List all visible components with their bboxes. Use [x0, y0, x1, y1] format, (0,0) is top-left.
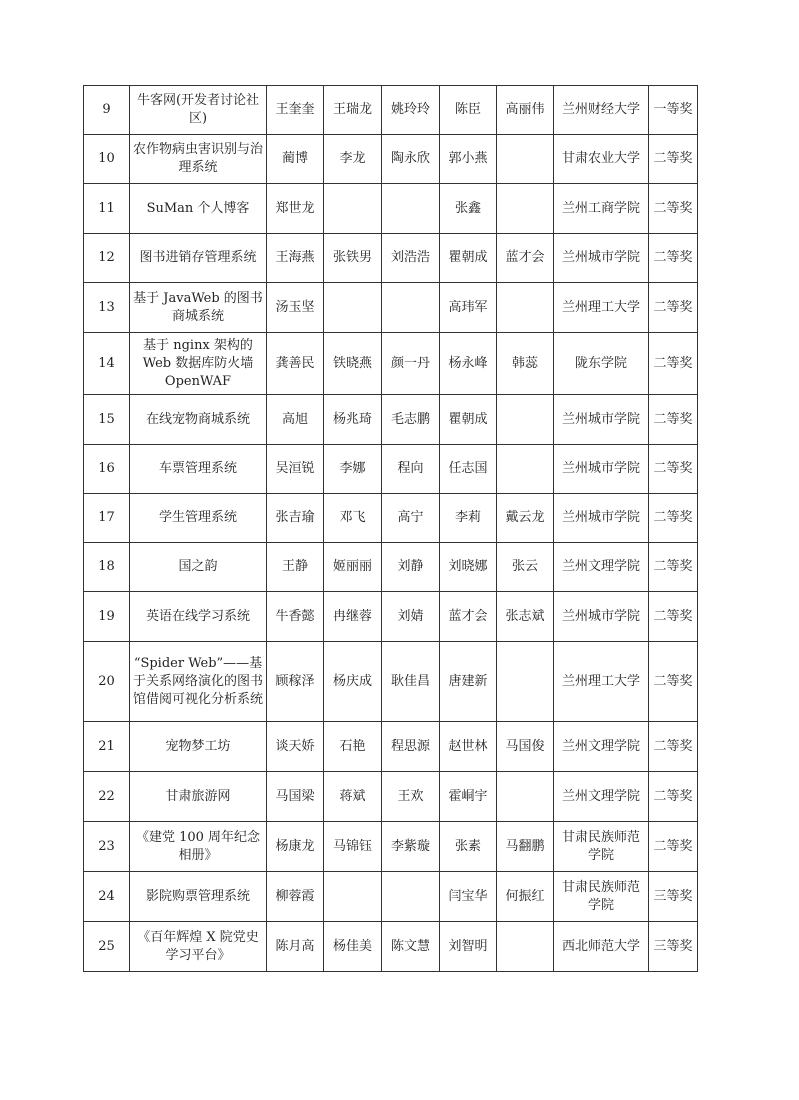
member-3: 耿佳昌: [382, 642, 440, 722]
member-1: 张吉瑜: [267, 494, 324, 543]
row-number: 14: [84, 333, 130, 395]
project-title: 学生管理系统: [130, 494, 267, 543]
school-name: 兰州城市学院: [554, 445, 649, 494]
member-1: 谈天娇: [267, 722, 324, 772]
school-name: 甘肃民族师范学院: [554, 872, 649, 922]
awards-table-body: [84, 86, 698, 972]
teacher-2: 韩蕊: [497, 333, 554, 395]
member-2: 蒋斌: [324, 772, 382, 822]
award-level: 二等奖: [649, 283, 698, 333]
member-1: 马国梁: [267, 772, 324, 822]
table-row: [84, 872, 698, 922]
school-name: 西北师范大学: [554, 922, 649, 972]
member-1: 杨康龙: [267, 822, 324, 872]
member-2: [324, 283, 382, 333]
teacher-2: 戴云龙: [497, 494, 554, 543]
awards-table: [83, 85, 698, 972]
member-1: 汤玉坚: [267, 283, 324, 333]
award-level: 三等奖: [649, 922, 698, 972]
table-row: [84, 135, 698, 184]
teacher-2: 张云: [497, 543, 554, 592]
award-level: 二等奖: [649, 642, 698, 722]
teacher-2: [497, 184, 554, 234]
award-level: 二等奖: [649, 184, 698, 234]
member-2: 杨佳美: [324, 922, 382, 972]
project-title: 国之韵: [130, 543, 267, 592]
table-row: [84, 543, 698, 592]
award-level: 二等奖: [649, 822, 698, 872]
member-1: 王静: [267, 543, 324, 592]
project-title: 图书进销存管理系统: [130, 234, 267, 283]
school-name: 兰州财经大学: [554, 86, 649, 135]
school-name: 兰州工商学院: [554, 184, 649, 234]
table-row: [84, 772, 698, 822]
school-name: 兰州理工大学: [554, 283, 649, 333]
teacher-1: 瞿朝成: [440, 234, 497, 283]
teacher-2: [497, 283, 554, 333]
table-row: [84, 395, 698, 445]
project-title: 基于 nginx 架构的 Web 数据库防火墙 OpenWAF: [130, 333, 267, 395]
project-title: 《建党 100 周年纪念相册》: [130, 822, 267, 872]
member-2: 邓飞: [324, 494, 382, 543]
member-1: 龚善民: [267, 333, 324, 395]
table-row: [84, 494, 698, 543]
award-level: 一等奖: [649, 86, 698, 135]
school-name: 兰州城市学院: [554, 494, 649, 543]
member-2: 姬丽丽: [324, 543, 382, 592]
member-3: 毛志鹏: [382, 395, 440, 445]
member-1: 陈月高: [267, 922, 324, 972]
award-level: 二等奖: [649, 445, 698, 494]
member-3: [382, 283, 440, 333]
school-name: 陇东学院: [554, 333, 649, 395]
teacher-1: 唐建新: [440, 642, 497, 722]
teacher-2: [497, 445, 554, 494]
school-name: 兰州城市学院: [554, 395, 649, 445]
project-title: 甘肃旅游网: [130, 772, 267, 822]
member-2: 张铁男: [324, 234, 382, 283]
member-3: [382, 872, 440, 922]
school-name: 兰州理工大学: [554, 642, 649, 722]
teacher-1: 张鑫: [440, 184, 497, 234]
table-row: [84, 822, 698, 872]
row-number: 11: [84, 184, 130, 234]
project-title: “Spider Web”——基于关系网络演化的图书馆借阅可视化分析系统: [130, 642, 267, 722]
teacher-2: [497, 642, 554, 722]
teacher-1: 赵世林: [440, 722, 497, 772]
member-3: 李紫璇: [382, 822, 440, 872]
teacher-1: 张素: [440, 822, 497, 872]
teacher-1: 蓝才会: [440, 592, 497, 642]
teacher-1: 瞿朝成: [440, 395, 497, 445]
member-1: 柳蓉霞: [267, 872, 324, 922]
member-1: 王海燕: [267, 234, 324, 283]
row-number: 25: [84, 922, 130, 972]
member-3: 刘浩浩: [382, 234, 440, 283]
member-2: 杨庆成: [324, 642, 382, 722]
award-level: 二等奖: [649, 395, 698, 445]
member-3: 程思源: [382, 722, 440, 772]
award-level: 三等奖: [649, 872, 698, 922]
school-name: 甘肃农业大学: [554, 135, 649, 184]
member-3: 陈文慧: [382, 922, 440, 972]
teacher-1: 陈臣: [440, 86, 497, 135]
award-level: 二等奖: [649, 135, 698, 184]
project-title: 牛客网(开发者讨论社区): [130, 86, 267, 135]
teacher-2: [497, 772, 554, 822]
member-2: [324, 872, 382, 922]
member-2: 王瑞龙: [324, 86, 382, 135]
row-number: 17: [84, 494, 130, 543]
teacher-2: [497, 395, 554, 445]
table-row: [84, 445, 698, 494]
teacher-2: 马国俊: [497, 722, 554, 772]
member-1: 王奎奎: [267, 86, 324, 135]
member-3: 王欢: [382, 772, 440, 822]
award-level: 二等奖: [649, 592, 698, 642]
teacher-2: [497, 135, 554, 184]
teacher-1: 刘智明: [440, 922, 497, 972]
table-row: [84, 86, 698, 135]
member-2: 杨兆琦: [324, 395, 382, 445]
table-row: [84, 592, 698, 642]
member-2: 铁晓燕: [324, 333, 382, 395]
project-title: 《百年辉煌 X 院党史学习平台》: [130, 922, 267, 972]
row-number: 21: [84, 722, 130, 772]
teacher-2: [497, 922, 554, 972]
member-2: 马锦钰: [324, 822, 382, 872]
row-number: 10: [84, 135, 130, 184]
row-number: 20: [84, 642, 130, 722]
member-2: 石艳: [324, 722, 382, 772]
member-1: 郑世龙: [267, 184, 324, 234]
project-title: 农作物病虫害识别与治理系统: [130, 135, 267, 184]
member-2: [324, 184, 382, 234]
teacher-2: 张志斌: [497, 592, 554, 642]
row-number: 18: [84, 543, 130, 592]
member-3: 姚玲玲: [382, 86, 440, 135]
row-number: 9: [84, 86, 130, 135]
award-level: 二等奖: [649, 722, 698, 772]
teacher-1: 杨永峰: [440, 333, 497, 395]
row-number: 15: [84, 395, 130, 445]
teacher-2: 高丽伟: [497, 86, 554, 135]
teacher-1: 刘晓娜: [440, 543, 497, 592]
member-1: 顾稼泽: [267, 642, 324, 722]
award-level: 二等奖: [649, 333, 698, 395]
member-1: 高旭: [267, 395, 324, 445]
project-title: 影院购票管理系统: [130, 872, 267, 922]
table-row: [84, 184, 698, 234]
member-3: 颜一丹: [382, 333, 440, 395]
member-3: [382, 184, 440, 234]
member-3: 刘婧: [382, 592, 440, 642]
project-title: 宠物梦工坊: [130, 722, 267, 772]
school-name: 兰州城市学院: [554, 592, 649, 642]
teacher-2: 何振红: [497, 872, 554, 922]
teacher-1: 高玮军: [440, 283, 497, 333]
row-number: 19: [84, 592, 130, 642]
award-level: 二等奖: [649, 772, 698, 822]
school-name: 兰州文理学院: [554, 772, 649, 822]
award-level: 二等奖: [649, 543, 698, 592]
member-1: 牛香懿: [267, 592, 324, 642]
member-2: 冉继蓉: [324, 592, 382, 642]
award-level: 二等奖: [649, 494, 698, 543]
school-name: 兰州文理学院: [554, 722, 649, 772]
teacher-1: 任志国: [440, 445, 497, 494]
project-title: SuMan 个人博客: [130, 184, 267, 234]
member-1: 吴洹锐: [267, 445, 324, 494]
member-2: 李娜: [324, 445, 382, 494]
project-title: 车票管理系统: [130, 445, 267, 494]
member-2: 李龙: [324, 135, 382, 184]
project-title: 基于 JavaWeb 的图书商城系统: [130, 283, 267, 333]
row-number: 23: [84, 822, 130, 872]
table-row: [84, 922, 698, 972]
teacher-2: 马翻鹏: [497, 822, 554, 872]
teacher-1: 郭小燕: [440, 135, 497, 184]
table-row: [84, 722, 698, 772]
member-1: 蔺博: [267, 135, 324, 184]
row-number: 12: [84, 234, 130, 283]
teacher-1: 闫宝华: [440, 872, 497, 922]
table-row: [84, 333, 698, 395]
row-number: 13: [84, 283, 130, 333]
table-row: [84, 642, 698, 722]
teacher-1: 李莉: [440, 494, 497, 543]
award-level: 二等奖: [649, 234, 698, 283]
member-3: 刘静: [382, 543, 440, 592]
project-title: 在线宠物商城系统: [130, 395, 267, 445]
table-row: [84, 283, 698, 333]
school-name: 兰州文理学院: [554, 543, 649, 592]
table-row: [84, 234, 698, 283]
teacher-2: 蓝才会: [497, 234, 554, 283]
row-number: 24: [84, 872, 130, 922]
teacher-1: 霍峒宇: [440, 772, 497, 822]
member-3: 程向: [382, 445, 440, 494]
school-name: 兰州城市学院: [554, 234, 649, 283]
member-3: 陶永欣: [382, 135, 440, 184]
row-number: 22: [84, 772, 130, 822]
member-3: 高宁: [382, 494, 440, 543]
project-title: 英语在线学习系统: [130, 592, 267, 642]
row-number: 16: [84, 445, 130, 494]
school-name: 甘肃民族师范学院: [554, 822, 649, 872]
